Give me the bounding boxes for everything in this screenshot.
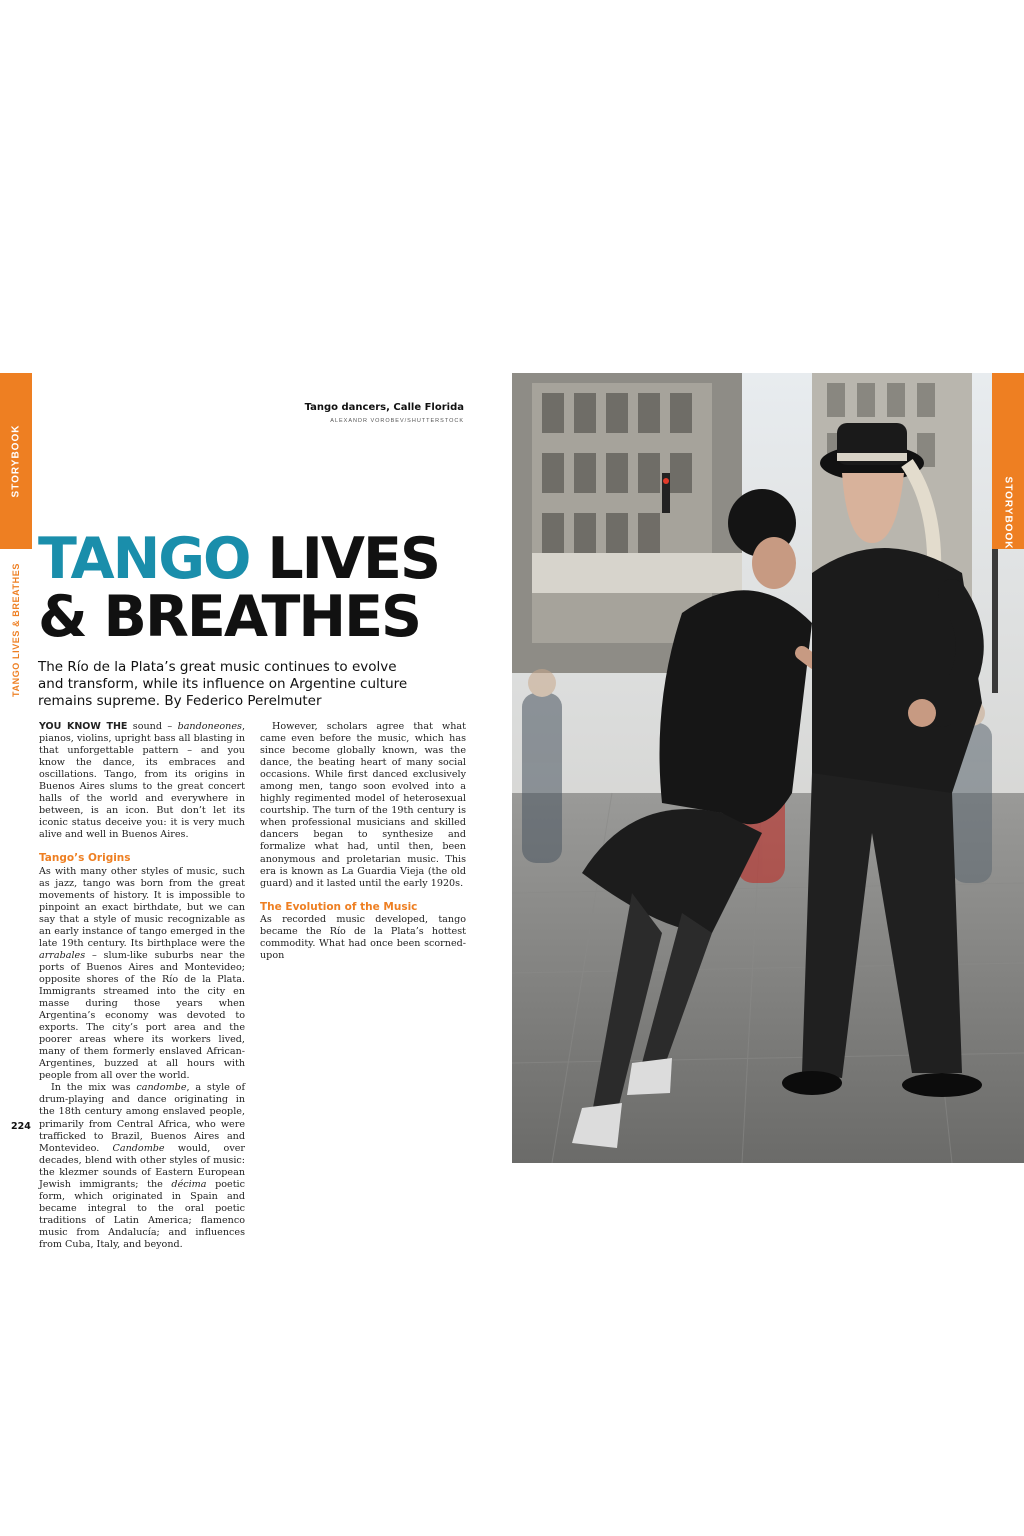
headline [38,526,498,650]
text-run: As with many other styles of music, such as jazz, tango was born from the great movements of history. It is impossible to pinpoint an exact birthdate, but we can say that a style of music recognizable as an early instance of tango emerged in the late 19th century. Its birthplace were the [39,865,245,949]
text-run: would, over decades, blend with other styles of music: the klezmer sounds of Eastern European Jewish immigrants; the [39,1142,245,1190]
photo-credit: ALEXANDR VOROBEV/SHUTTERSTOCK [330,418,464,424]
text-run-italic: arrabales [39,949,86,961]
headline-line2: & BREATHES [38,584,421,650]
headline-line1-rest: LIVES [249,526,439,592]
evolution-paragraph: As recorded music developed, tango became the Río de la Plata’s hottest commodity. What had once been scorned-upon [260,913,466,961]
mix-paragraph [39,1082,245,1251]
text-run: , a style of drum-playing and dance originating in the 18th century among enslaved people, primarily from Central Africa, who were trafficked to Brazil, Buenos Aires and Montevideo. [39,1082,245,1154]
subhead-evolution: The Evolution of the Music [260,900,418,913]
standfirst: The Río de la Plata’s great music continues to evolve and transform, while its influence on Argentine culture remains supreme. By Federico Perelmuter [38,659,408,709]
lead-in: YOU KNOW THE [39,721,128,732]
text-run: In the mix was [51,1082,137,1094]
text-run: , pianos, violins, upright bass all blasting in that unforgettable pattern – and you know the dance, its embraces and oscillations. Tango, from its origins in Buenos Aires slums to the great concert halls of the world and everywhere in between, is an icon. But don’t let its iconic status deceive you: it is very much alive and well in Buenos Aires. [39,721,245,841]
text-run-italic: bandoneones [177,721,242,732]
text-run: poetic form, which originated in Spain and became integral to the oral poetic traditions of Latin America; flamenco music from Andalucía; and influences from Cuba, Italy, and beyond. [39,1178,245,1250]
section-tab-label: STORYBOOK [10,424,22,498]
headline-accent: TANGO [38,526,250,592]
page-number: 224 [11,1121,31,1132]
text-run-italic: décima [171,1178,207,1190]
running-head: TANGO LIVES & BREATHES [11,563,21,697]
text-run: – slum-like suburbs near the ports of Buenos Aires and Montevideo; opposite shores of the Río de la Plata. Immigrants streamed into the city en masse during those years when Argentina’s economy was devoted to exports. The city’s port area and the poorer areas where its workers lived, many of them formerly enslaved African-Argentines, buzzed at all hours with people from all over the world. [39,949,245,1082]
body-column-1 [39,721,245,1251]
intro-paragraph [39,721,245,841]
text-run-italic: candombe [136,1082,187,1094]
text-run: sound – [127,721,178,732]
photo-illustration [512,373,1024,1163]
section-tab-label: STORYBOOK [1002,476,1014,550]
tango-dancers-photo [512,373,1024,1163]
subhead-origins: Tango’s Origins [39,852,131,865]
scholars-paragraph: However, scholars agree that what came even before the music, which has since become globally known, was the dance, the beating heart of many social occasions. While first danced exclusively among men, tango soon evolved into a highly regimented model of heterosexual courtship. The turn of the 19th century is when professional musicians and skilled dancers began to synthesize and formalize what had, until then, been anonymous and proletarian music. This era is known as La Guardia Vieja (the old guard) and it lasted until the early 1920s. [260,721,466,889]
text-run-italic: Candombe [112,1142,165,1154]
body-column-2 [260,721,466,962]
section-tab-right [992,373,1024,549]
section-tab-left [0,373,32,549]
caption-title: Tango dancers, Calle Florida [304,402,464,413]
origins-paragraph [39,866,245,1083]
photo-caption [305,402,464,424]
